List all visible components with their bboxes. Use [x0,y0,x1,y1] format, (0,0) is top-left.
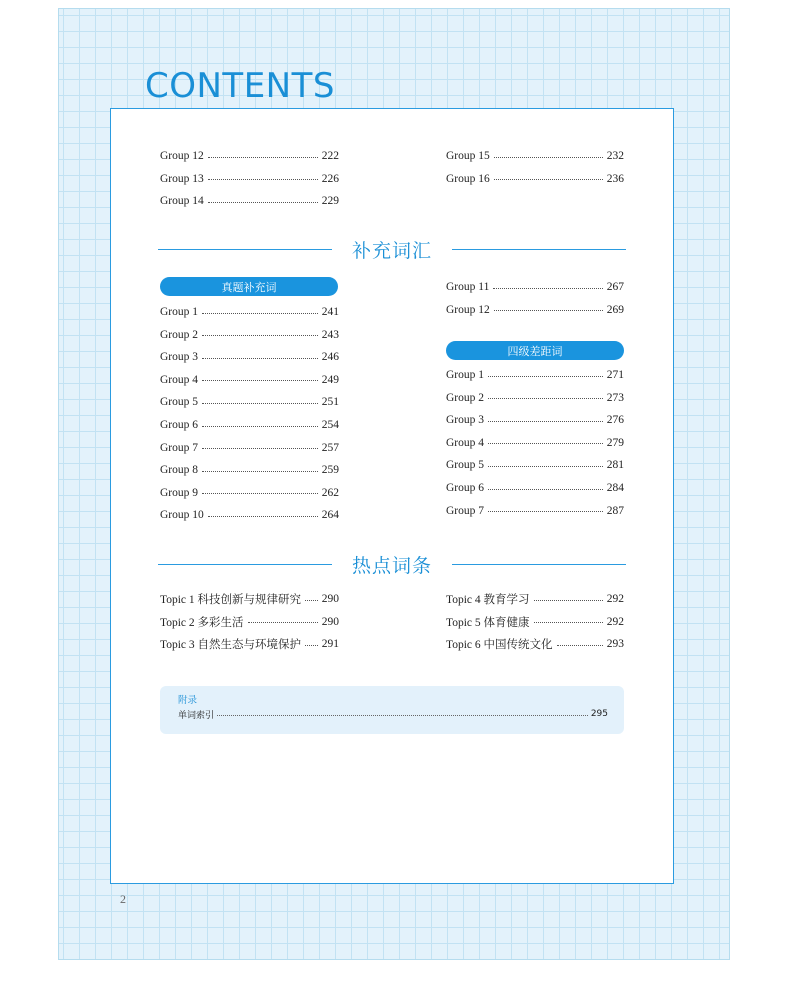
toc-entry[interactable] [160,439,339,457]
toc-entry-page: 293 [606,638,624,651]
toc-entry-page: 241 [321,306,339,318]
toc-entry[interactable] [160,393,339,411]
toc-entry-page: 251 [321,396,339,409]
toc-entry-page: 279 [606,436,624,449]
toc-entry-label: Topic 3 自然生态与环境保护 [160,639,302,652]
toc-entry-page: 236 [606,172,624,185]
toc-entry[interactable] [446,502,624,520]
appendix-box [160,686,624,734]
toc-entry-label: Topic 1 科技创新与规律研究 [160,594,302,606]
dot-leader [488,394,603,399]
toc-entry[interactable] [160,326,339,344]
dot-leader [202,309,318,314]
toc-entry[interactable] [160,371,339,389]
toc-entry[interactable] [160,590,339,608]
toc-entry-label: Group 16 [446,172,490,185]
dot-leader [557,641,603,646]
appendix-entry-page: 295 [590,709,608,719]
toc-entry-page: 246 [321,351,339,364]
dot-leader [208,198,318,203]
toc-entry-label: Group 14 [160,195,204,208]
dot-leader [488,462,603,467]
toc-entry[interactable] [160,613,339,631]
toc-entry-page: 271 [606,369,624,381]
section-hot [158,549,626,579]
toc-entry-label: Group 15 [446,150,490,162]
pill-real-exam-words: 真题补充词 [160,277,338,296]
dot-leader [305,641,318,646]
section-title-supplement: 补充词汇 [352,239,433,262]
toc-entry-label: Group 4 [446,436,485,449]
toc-entry[interactable] [160,170,339,188]
section-supplement [158,234,626,264]
dot-leader [493,284,602,289]
dot-leader [202,444,318,449]
appendix-entry-label: 单词索引 [178,710,215,721]
dot-leader [534,618,603,623]
toc-entry[interactable] [446,147,624,165]
toc-entry[interactable] [446,590,624,608]
toc-entry-page: 290 [321,593,339,605]
toc-entry-page: 243 [321,328,339,341]
toc-entry[interactable] [446,456,624,474]
toc-entry-page: 292 [606,593,624,605]
toc-entry[interactable] [160,192,339,210]
toc-entry[interactable] [160,461,339,479]
toc-entry-page: 291 [321,638,339,651]
section-rule-right [452,564,626,565]
toc-entry-page: 226 [321,172,339,185]
toc-entry-label: Group 4 [160,373,199,386]
toc-entry-label: Topic 4 教育学习 [446,594,530,606]
toc-entry-label: Group 1 [446,369,485,381]
pill-cet4-gap-words: 四级差距词 [446,341,624,360]
dot-leader [202,422,318,427]
toc-entry-page: 254 [321,419,339,431]
toc-entry[interactable] [160,484,339,502]
dot-leader [305,596,318,601]
toc-entry-label: Topic 6 中国传统文化 [446,639,553,652]
toc-entry-page: 269 [606,303,624,316]
toc-entry-page: 273 [606,391,624,404]
toc-entry-label: Group 13 [160,172,204,185]
dot-leader [248,618,318,623]
appendix-title: 附录 [178,695,198,706]
toc-entry-label: Group 10 [160,509,204,522]
section-title-hot: 热点词条 [352,554,433,577]
toc-entry-page: 257 [321,441,339,454]
toc-entry-page: 284 [606,482,624,494]
toc-entry-label: Group 3 [160,351,199,364]
toc-entry-page: 290 [321,615,339,628]
toc-entry-label: Group 1 [160,306,199,318]
toc-entry[interactable] [446,479,624,497]
toc-entry[interactable] [160,635,339,653]
dot-leader [494,153,603,158]
contents-heading: CONTENTS [145,66,335,106]
dot-leader [488,507,603,512]
toc-entry-page: 229 [321,195,339,208]
toc-entry[interactable] [160,348,339,366]
toc-entry[interactable] [160,303,339,321]
toc-entry-label: Group 7 [446,504,485,517]
dot-leader [202,489,318,494]
dot-leader [202,331,318,336]
toc-entry-page: 281 [606,459,624,472]
toc-entry-page: 276 [606,414,624,427]
toc-entry-page: 262 [321,486,339,499]
toc-entry-label: Group 3 [446,414,485,427]
toc-entry-page: 267 [606,281,624,293]
dot-leader [217,711,588,716]
dot-leader [494,175,603,180]
toc-entry[interactable] [446,635,624,653]
dot-leader [488,485,603,490]
toc-entry-page: 222 [321,150,339,162]
toc-entry-label: Topic 5 体育健康 [446,616,530,629]
toc-entry[interactable] [446,278,624,296]
section-rule-right [452,249,626,250]
toc-entry-label: Group 12 [160,150,204,162]
dot-leader [488,417,603,422]
dot-leader [202,467,318,472]
toc-entry-page: 259 [321,464,339,477]
toc-entry-label: Group 2 [160,328,199,341]
toc-entry-page: 292 [606,615,624,628]
section-rule-left [158,249,332,250]
toc-entry-page: 232 [606,150,624,162]
toc-entry[interactable] [446,170,624,188]
toc-entry[interactable] [160,416,339,434]
toc-entry-page: 264 [321,509,339,522]
toc-entry-label: Group 11 [446,281,490,293]
toc-entry-label: Topic 2 多彩生活 [160,616,244,629]
appendix-entry[interactable] [178,706,608,722]
section-rule-left [158,564,332,565]
dot-leader [208,512,318,517]
toc-entry-label: Group 9 [160,486,199,499]
dot-leader [534,596,603,601]
toc-entry-label: Group 6 [446,482,485,494]
toc-entry[interactable] [446,301,624,319]
toc-entry[interactable] [446,411,624,429]
toc-entry-label: Group 2 [446,391,485,404]
toc-entry-page: 287 [606,504,624,517]
toc-entry-label: Group 7 [160,441,199,454]
toc-entry-page: 249 [321,373,339,386]
dot-leader [488,372,603,377]
toc-entry[interactable] [446,613,624,631]
dot-leader [208,153,318,158]
toc-entry-label: Group 6 [160,419,199,431]
dot-leader [488,439,603,444]
dot-leader [202,354,318,359]
dot-leader [202,399,318,404]
dot-leader [208,175,318,180]
toc-entry-label: Group 5 [160,396,199,409]
toc-entry[interactable] [160,147,339,165]
toc-entry[interactable] [160,506,339,524]
dot-leader [202,376,318,381]
dot-leader [494,306,603,311]
toc-entry-label: Group 5 [446,459,485,472]
toc-entry[interactable] [446,366,624,384]
page-number: 2 [120,892,126,906]
toc-entry[interactable] [446,434,624,452]
toc-entry-label: Group 8 [160,464,199,477]
toc-entry[interactable] [446,389,624,407]
toc-entry-label: Group 12 [446,303,490,316]
